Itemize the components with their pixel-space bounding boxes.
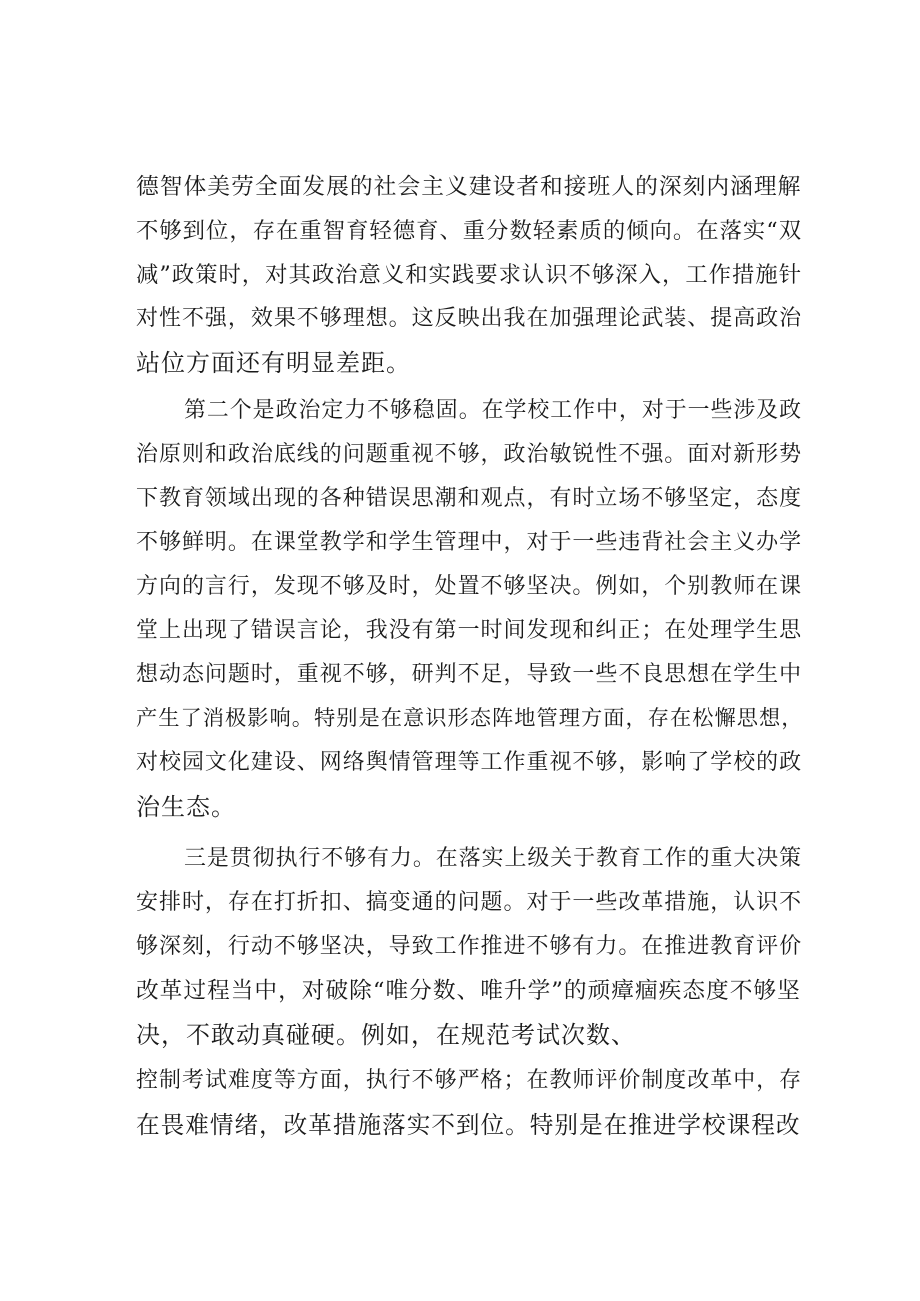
text-line: 安排时，存在打折扣、搞变通的问题。对于一些改革措施，认识不 xyxy=(136,890,803,915)
text-line: 三是贯彻执行不够有力。在落实上级关于教育工作的重大决策 xyxy=(184,846,803,871)
text-line: 改革过程当中，对破除“唯分数、唯升学”的顽瘴痼疾态度不够坚 xyxy=(136,978,801,1004)
text-line: 德智体美劳全面发展的社会主义建设者和接班人的深刻内涵理解 xyxy=(136,174,802,200)
text-line: 下教育领域出现的各种错误思潮和观点，有时立场不够坚定，态度 xyxy=(136,486,803,511)
text-line: 站位方面还有明显差距。 xyxy=(136,349,411,377)
text-line: 不够到位，存在重智育轻德育、重分数轻素质的倾向。在落实“双 xyxy=(136,218,803,244)
text-line: 在畏难情绪，改革措施落实不到位。特别是在推进学校课程改 xyxy=(136,1111,801,1139)
text-line: 产生了消极影响。特别是在意识形态阵地管理方面，存在松懈思想， xyxy=(136,706,804,731)
text-line: 减”政策时，对其政治意义和实践要求认识不够深入，工作措施针 xyxy=(136,262,803,288)
text-line: 第二个是政治定力不够稳固。在学校工作中，对于一些涉及政 xyxy=(184,398,803,423)
text-line: 够深刻，行动不够坚决，导致工作推进不够有力。在推进教育评价 xyxy=(136,934,803,959)
text-line: 决，不敢动真碰硬。例如，在规范考试次数、 xyxy=(136,1021,636,1049)
text-line: 想动态问题时，重视不够，研判不足，导致一些不良思想在学生中 xyxy=(136,662,803,687)
text-line: 方向的言行，发现不够及时，处置不够坚决。例如，个别教师在课 xyxy=(136,574,803,599)
text-line: 治原则和政治底线的问题重视不够，政治敏锐性不强。面对新形势 xyxy=(136,442,803,467)
text-line: 对校园文化建设、网络舆情管理等工作重视不够，影响了学校的政 xyxy=(136,750,803,775)
text-line: 不够鲜明。在课堂教学和学生管理中，对于一些违背社会主义办学 xyxy=(136,530,803,555)
text-line: 控制考试难度等方面，执行不够严格；在教师评价制度改革中，存 xyxy=(136,1068,803,1093)
text-line: 堂上出现了错误言论，我没有第一时间发现和纠正；在处理学生思 xyxy=(136,618,803,643)
text-line: 治生态。 xyxy=(136,793,236,821)
text-line: 对性不强，效果不够理想。这反映出我在加强理论武装、提高政治 xyxy=(136,306,803,331)
